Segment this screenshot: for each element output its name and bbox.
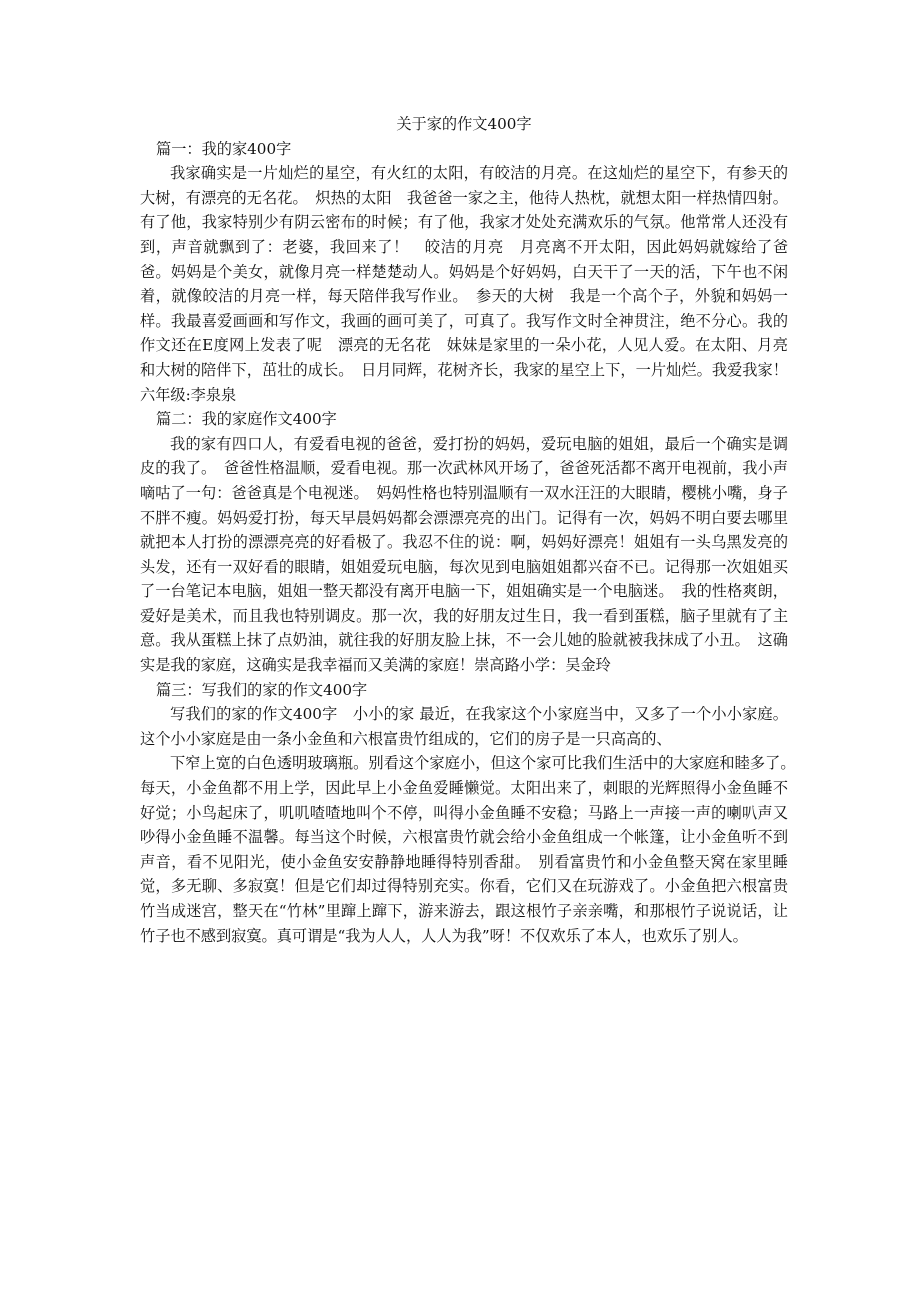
- section-paragraph: 下窄上宽的白色透明玻璃瓶。别看这个家庭小，但这个家可比我们生活中的大家庭和睦多了。 每天，小金鱼都不用上学，因此早上小金鱼爱睡懒觉。太阳出来了，刺眼的光辉照得小金鱼睡不好觉；小鸟起床了，叽叽喳喳地叫个不停，叫得小金鱼睡不安稳；马路上一声接一声的喇叭声又吵得小金鱼睡不温馨。每当这个时候，六根富贵竹就会给小金鱼组成一个帐篷，让小金鱼听不到声音，看不见阳光，使小金鱼安安静静地睡得特别香甜。 别看富贵竹和小金鱼整天窝在家里睡觉，多无聊、多寂寞！但是它们却过得特别充实。你看，它们又在玩游戏了。小金鱼把六根富贵竹当成迷宫，整天在“竹林”里蹿上蹿下，游来游去，跟这根竹子亲亲嘴，和那根竹子说说话，让竹子也不感到寂寞。真可谓是“我为人人，人人为我”呀！不仅欢乐了本人，也欢乐了别人。: [140, 754, 804, 945]
- document-title: 关于家的作文400字: [396, 115, 532, 133]
- section-2: [140, 407, 788, 678]
- section-paragraph: 我的家有四口人，有爱看电视的爸爸，爱打扮的妈妈，爱玩电脑的姐姐，最后一个确实是调皮的我了。 爸爸性格温顺，爱看电视。那一次武林风开场了，爸爸死活都不离开电视前，我小声嘀咕了一句：爸爸真是个电视迷。 妈妈性格也特别温顺有一双水汪汪的大眼睛，樱桃小嘴，身子不胖不瘦。妈妈爱打扮，每天早晨妈妈都会漂漂亮亮的出门。记得有一次，妈妈不明白要去哪里就把本人打扮的漂漂亮亮的好看极了。我忍不住的说：啊，妈妈好漂亮！姐姐有一头乌黑发亮的头发，还有一双好看的眼睛，姐姐爱玩电脑，每次见到电脑姐姐都兴奋不已。记得那一次姐姐买了一台笔记本电脑，姐姐一整天都没有离开电脑一下，姐姐确实是一个电脑迷。 我的性格爽朗，爱好是美术，而且我也特别调皮。那一次，我的好朋友过生日，我一看到蛋糕，脑子里就有了主意。我从蛋糕上抹了点奶油，就往我的好朋友脸上抹，不一会儿她的脸就被我抹成了小丑。 这确实是我的家庭，这确实是我幸福而又美满的家庭！崇高路小学：吴金玲: [140, 434, 788, 675]
- section-heading: 篇一：我的家400字: [156, 139, 292, 158]
- section-paragraph: 我家确实是一片灿烂的星空，有火红的太阳，有皎洁的月亮。在这灿烂的星空下，有参天的大树，有漂亮的无名花。 炽热的太阳 我爸爸一家之主，他待人热枕，就想太阳一样热情四射。有了他，我家特别少有阴云密布的时候；有了他，我家才处处充满欢乐的气氛。他常常人还没有到，声音就飘到了：老婆，我回来了！ 皎洁的月亮 月亮离不开太阳，因此妈妈就嫁给了爸爸。妈妈是个美女，就像月亮一样楚楚动人。妈妈是个好妈妈，白天干了一天的活，下午也不闲着，就像皎洁的月亮一样，每天陪伴我写作业。 参天的大树 我是一个高个子，外貌和妈妈一样。我最喜爱画画和写作文，我画的画可美了，可真了。我写作文时全神贯注，绝不分心。我的作文还在E度网上发表了呢 漂亮的无名花 妹妹是家里的一朵小花，人见人爱。在太阳、月亮和大树的陪伴下，茁壮的成长。 日月同辉，花树齐长，我家的星空上下，一片灿烂。我爱我家！六年级:李泉泉: [140, 164, 788, 404]
- section-3: [140, 678, 804, 949]
- section-heading: 篇三：写我们的家的作文400字: [156, 680, 368, 699]
- section-heading: 篇二：我的家庭作文400字: [156, 410, 337, 429]
- section-1: [140, 137, 788, 408]
- document-page: [140, 112, 804, 948]
- section-paragraph: 写我们的家的作文400字 小小的家 最近，在我家这个小家庭当中，又多了一个小小家庭。这个小小家庭是由一条小金鱼和六根富贵竹组成的，它们的房子是一只高高的、: [140, 705, 788, 748]
